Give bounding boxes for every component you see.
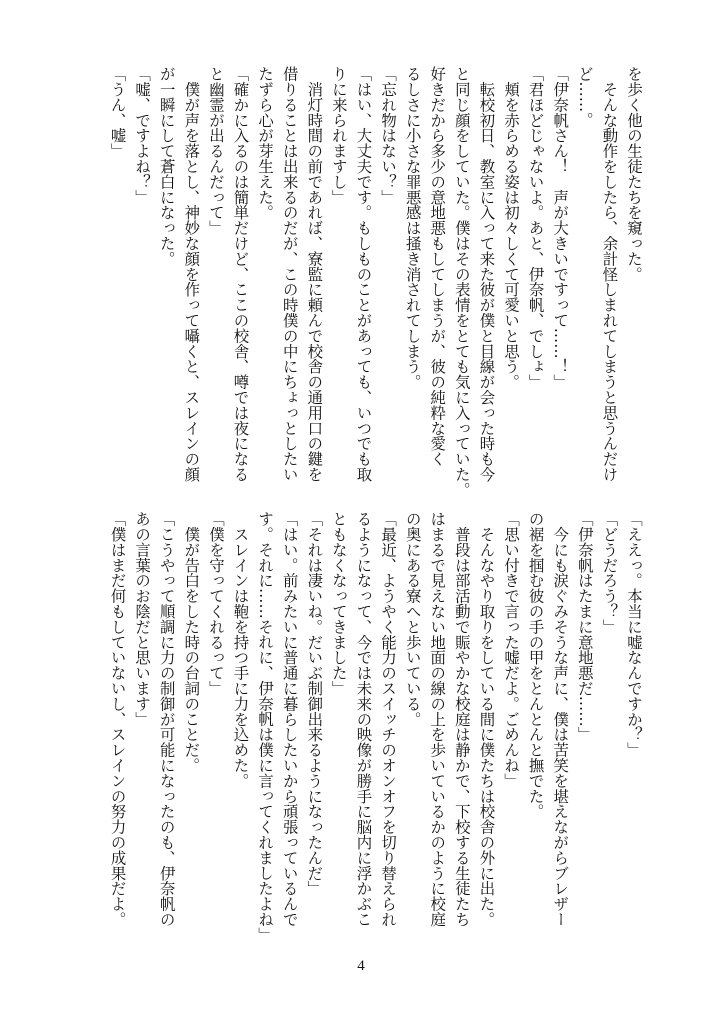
text-line: 「はい。前みたいに普通に暮らしたいから頑張っているんで [280,511,299,927]
text-line: ど……。 [575,66,594,128]
text-line: す。それに……それに、伊奈帆は僕に言ってくれましたよね」 [256,511,275,943]
text-line: 頬を赤らめる姿は初々しくて可愛いと思う。 [502,66,521,390]
page-number: 4 [357,958,365,974]
text-line: スレインは鞄を持つ手に力を込めた。 [231,511,250,789]
text-line: 「それは凄いね。だいぶ制御出来るようになったんだ」 [305,511,324,896]
text-line: りに来られますし」 [329,66,348,205]
text-line: の裾を掴む彼の手の甲をとんとんと撫でた。 [526,511,545,819]
text-line: 消灯時間の前であれば、寮監に頼んで校舎の通用口の鍵を [305,66,324,482]
text-line: と同じ顔をしていた。僕はその表情をとても気に入っていた。 [452,66,471,498]
text-line: 「忘れ物はない？」 [379,66,398,205]
text-line: 「伊奈帆はたまに意地悪だ……」 [575,511,594,742]
bottom-text-block [104,511,646,943]
text-line: るようになって、今では未来の映像が勝手に脳内に浮かぶこ [354,511,373,927]
text-line: 今にも涙ぐみそうな声に、僕は苦笑を堪えながらブレザー [551,511,570,927]
text-line: 「僕はまだ何もしていないし、スレインの努力の成果だよ。 [108,511,127,927]
text-line: 僕が声を落とし、神妙な顔を作って囁くと、スレインの顔 [182,66,201,482]
text-line: 「ええっ。本当に嘘なんですか？」 [625,511,643,758]
text-line: 「こうやって順調に力の制御が可能になったのも、伊奈帆の [157,511,176,927]
text-line: そんな動作をしたら、余計怪しまれてしまうと思うんだけ [600,66,619,482]
top-text-block [104,66,646,498]
text-line: 普段は部活動で賑やかな校庭は静かで、下校する生徒たち [452,511,471,927]
text-line: 借りることは出来るのだが、この時僕の中にちょっとしたい [280,66,299,482]
text-line: 「確かに入るのは簡単だけど、ここの校舎、噂では夜になる [231,66,250,482]
text-line: 僕が告白をした時の台詞のことだ。 [182,511,201,773]
text-line: ともなくなってきました」 [329,511,348,696]
text-line: 「伊奈帆さん！ 声が大きいですって……！」 [551,66,570,390]
text-line: はまるで見えない地面の線の上を歩いているかのように校庭 [428,511,447,927]
text-line: 「思い付きで言った嘘だよ。ごめんね」 [502,511,521,789]
text-line: 「嘘、ですよね？」 [133,66,152,205]
text-line: の奥にある寮へと歩いている。 [403,511,422,727]
text-line: たずら心が芽生えた。 [256,66,275,220]
text-line: を歩く他の生徒たちを窺った。 [625,66,643,282]
text-line: 「君ほどじゃないよ。あと、伊奈帆、でしょ」 [526,66,545,390]
text-line: と幽霊が出るんだって」 [206,66,225,236]
text-line: そんなやり取りをしている間に僕たちは校舎の外に出た。 [477,511,496,927]
text-line: 「最近、ようやく能力のスイッチのオンオフを切り替えられ [379,511,398,927]
text-line: 「僕を守ってくれるって」 [206,511,225,696]
text-line: 「どうだろう？」 [600,511,619,635]
text-line: 転校初日、教室に入って来た彼が僕と目線が会った時も今 [477,66,496,482]
text-line: が一瞬にして蒼白になった。 [157,66,176,267]
text-line: 「うん、嘘」 [108,66,127,159]
text-line: 好きだから多少の意地悪もしてしまうが、彼の純粋な愛く [428,66,447,467]
text-line: るしさに小さな罪悪感は掻き消されてしまう。 [403,66,422,390]
text-line: あの言葉のお陰だと思います」 [133,511,152,727]
text-line: 「はい、大丈夫です。もしものことがあっても、いつでも取 [354,66,373,482]
